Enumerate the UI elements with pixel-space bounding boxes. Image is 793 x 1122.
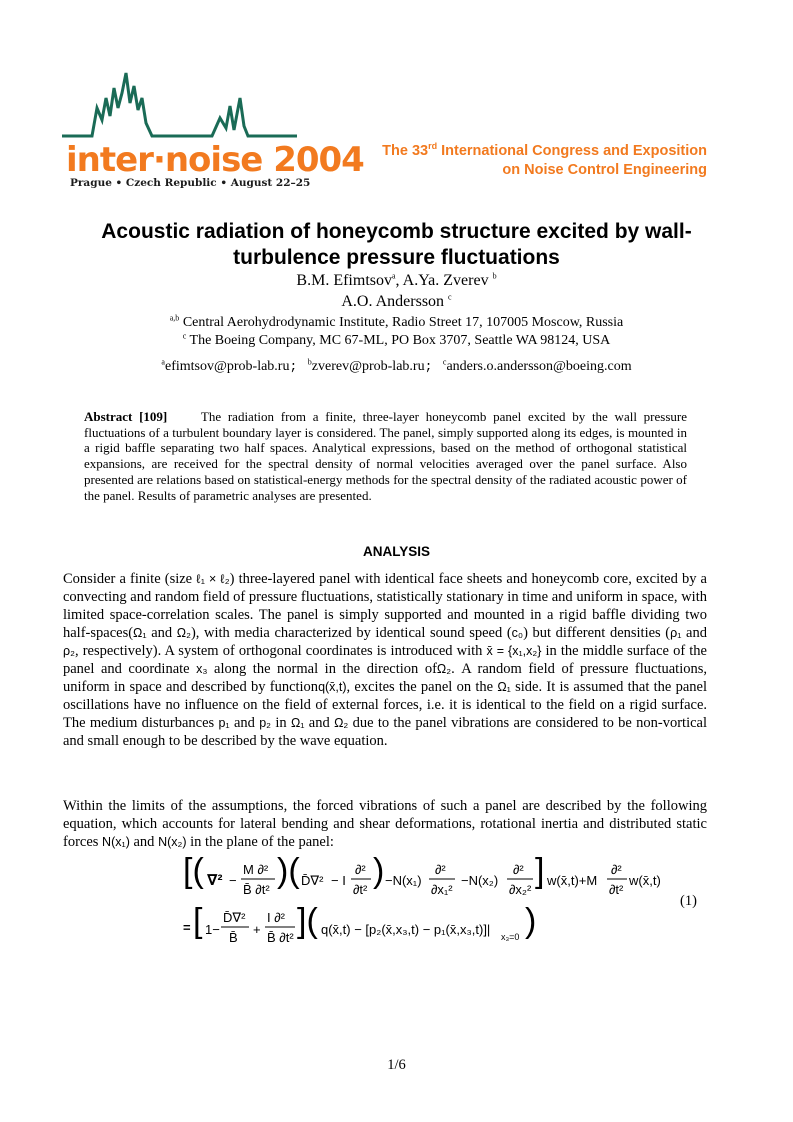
p1-a: Consider a finite (size	[63, 571, 197, 587]
c0: c₀	[511, 626, 524, 640]
email-2-sup: b	[307, 357, 312, 367]
p1-i: , excites the panel on the	[346, 679, 498, 695]
and-1: and	[146, 625, 177, 641]
conference-logo	[62, 68, 364, 196]
eq-frac1-num: M ∂²	[243, 862, 269, 877]
affiliation-2-text: The Boeing Company, MC 67-ML, PO Box 3707, Seattle WA 98124, USA	[186, 333, 611, 348]
omega-2: Ω₂	[176, 626, 191, 640]
eq-frac4-num: ∂²	[513, 862, 524, 877]
eq-plus: +	[253, 922, 261, 937]
eq-frac6-num: D̄∇²	[223, 910, 246, 925]
author-1-sup: a	[391, 271, 396, 281]
affiliation-1-sup: a,b	[169, 313, 180, 323]
congress-pre: The 33	[382, 142, 429, 159]
omega-1b: Ω₁	[497, 680, 511, 694]
p-1: p₁	[218, 716, 230, 730]
affiliation-1	[40, 315, 753, 331]
eq-frac3-den: ∂x₁²	[431, 882, 453, 897]
authors-line-2	[40, 293, 753, 311]
email-2: zverev@prob-lab.ru	[311, 359, 425, 374]
eq-frac3-num: ∂²	[435, 862, 446, 877]
p1-k: due to the panel vibrations are considered to be non-vortical and small enough to be described by the wave equation.	[63, 715, 708, 749]
eq-bracket-open-2: [	[193, 902, 203, 940]
section-heading: ANALYSIS	[362, 544, 431, 559]
page-number: 1/6	[387, 1057, 406, 1073]
eq-nx2: −N(x₂)	[461, 873, 499, 888]
x-vector: x̄ = {x₁,x₂}	[486, 644, 542, 658]
x3: x₃	[196, 662, 208, 676]
paper-title	[40, 219, 753, 271]
abstract-label: Abstract [109]	[84, 409, 168, 424]
logo-wordmark: inter·noise 2004	[66, 140, 364, 180]
author-2-sup: b	[492, 271, 497, 281]
p-2: p₂	[259, 716, 272, 730]
eq-bracket-close-2: ](	[297, 902, 318, 940]
eq-frac7-num: I ∂²	[267, 910, 285, 925]
size-expr: ℓ₁ × ℓ₂	[196, 572, 230, 586]
logo-subtitle: Prague • Czech Republic • August 22–25	[70, 177, 311, 189]
eq-frac1-den: B̄ ∂t²	[243, 882, 270, 897]
p1-h: . A random field of pressure fluctuations, uniform in space and described by function	[63, 661, 707, 695]
eq-w1: w(x̄,t)+M	[547, 873, 598, 888]
affiliation-2-sup: c	[182, 331, 187, 341]
email-1-sup: a	[161, 357, 165, 367]
author-3: A.O. Andersson	[341, 293, 445, 310]
eq-bracket-close-1: ]	[535, 852, 545, 890]
skyline-line	[62, 73, 297, 136]
email-sep-2: ;	[424, 359, 433, 374]
eq-frac5-den: ∂t²	[609, 882, 624, 897]
p2-a: Within the limits of the assumptions, the forced vibrations of such a panel are described by the following equation, which accounts for lateral bending and shear deformations, rotational inertia and distributed static forces	[63, 798, 707, 850]
eq-frac6-den: B̄	[229, 930, 238, 945]
omega-1c: Ω₁	[290, 716, 305, 730]
p2-b: in the plane of the panel:	[186, 834, 334, 850]
eq-frac5-num: ∂²	[611, 862, 622, 877]
authors-line-1	[40, 272, 753, 290]
eq-nx1: −N(x₁)	[385, 873, 422, 888]
omega-1: Ω₁	[133, 626, 147, 640]
rho-2: ρ₂	[63, 644, 75, 658]
skyline-graphic	[62, 68, 297, 148]
author-3-sup: c	[448, 292, 452, 302]
email-line	[40, 359, 753, 375]
eq-paren-close-1: )(	[277, 852, 300, 890]
email-1: efimtsov@prob-lab.ru	[164, 359, 290, 374]
congress-post: International Congress and Exposition	[437, 142, 707, 159]
abstract-text: The radiation from a finite, three-layer honeycomb panel excited by the wall pressure fluctuations of a turbulent boundary layer is considered. The panel, simply supported along its edges, is mounted in a rigid baffle separating two half spaces. Analytical expressions, based on the method of orthogonal statistical expansions, are received for the spectral density of normal velocities averaged over the panel surface. Also presented are relations based on statistical-energy methods for the spectral density of the radiated acoustic power of the panel. Results of parametric analyses are presented.	[84, 409, 687, 503]
congress-line-1	[382, 137, 707, 161]
n-x2: N(x₂)	[158, 835, 187, 849]
body-paragraph-2	[63, 797, 707, 851]
p1-g: along the normal in the direction of	[207, 661, 437, 677]
abstract	[84, 409, 687, 503]
affiliation-1-text: Central Aerohydrodynamic Institute, Radio Street 17, 107005 Moscow, Russia	[179, 315, 624, 330]
equation-number: (1)	[680, 893, 697, 909]
equation-1	[183, 852, 661, 945]
rho-1: ρ₁	[670, 626, 682, 640]
q-function: q(x̄,t)	[318, 680, 347, 694]
congress-sup: rd	[428, 141, 438, 151]
eq-frac7-den: B̄ ∂t²	[267, 930, 294, 945]
eq-nabla-1: ∇²	[207, 872, 223, 889]
eq-paren-close-2: )	[373, 852, 385, 890]
eq-bracket-open-1: [(	[183, 852, 204, 890]
eq-one-minus: 1−	[205, 922, 220, 937]
title-line-2: turbulence pressure fluctuations	[233, 246, 560, 269]
p1-f: in the middle surface of the panel and coordinate	[63, 643, 707, 677]
p1-e: , respectively). A system of orthogonal coordinates is introduced with	[74, 643, 487, 659]
eq-w2: w(x̄,t)	[629, 873, 661, 888]
eq-paren-close-3: )	[525, 902, 537, 940]
email-sep-1: ;	[289, 359, 298, 374]
p1-b: ) three-layered panel with identical face sheets and honeycomb core, excited by a convecting and random field of pressure fluctuations, statistically stationary in time and uniform in space, with limited space-correlation scales. The panel is simply supported and mounted in a rigid baffle dividing two half-spaces(	[63, 571, 707, 641]
and-4: and	[304, 715, 335, 731]
n-x1: N(x₁)	[102, 835, 130, 849]
congress-line-2: on Noise Control Engineering	[502, 161, 707, 178]
and-2: and	[681, 625, 707, 641]
eq-frac2-den: ∂t²	[353, 882, 368, 897]
congress-title	[382, 137, 707, 180]
eq-frac4-den: ∂x₂²	[509, 882, 532, 897]
email-3: anders.o.andersson@boeing.com	[446, 359, 632, 374]
eq-minus-2: − I	[331, 873, 346, 888]
eq-minus-1: −	[229, 873, 237, 888]
p1-d: ) but different densities (	[523, 625, 671, 641]
eq-rhs: q(x̄,t) − [p₂(x̄,x₃,t) − p₁(x̄,x₃,t)]|	[321, 922, 491, 937]
and-5: and	[129, 834, 159, 850]
eq-dbar: D̄∇²	[301, 873, 324, 888]
and-3: and	[229, 715, 260, 731]
eq-eval-sub: x₃=0	[501, 932, 520, 942]
eq-equals: =	[183, 920, 191, 935]
author-2: , A.Ya. Zverev	[395, 272, 489, 289]
title-line-1: Acoustic radiation of honeycomb structure excited by wall-	[101, 220, 692, 243]
p1-j: side. It is assumed that the panel oscillations have no influence on the field of external forces, i.e. it is identical to the field on a rigid surface. The medium disturbances	[63, 679, 707, 731]
eq-frac2-num: ∂²	[355, 862, 366, 877]
p1-c: ), with media characterized by identical sound speed (	[190, 625, 512, 641]
omega-2c: Ω₂	[334, 716, 349, 730]
email-3-sup: c	[442, 357, 447, 367]
author-1: B.M. Efimtsov	[296, 272, 392, 289]
body-paragraph-1	[63, 570, 707, 750]
in-1: in	[271, 715, 291, 731]
affiliation-2	[40, 333, 753, 349]
omega-2b: Ω₂	[436, 662, 452, 676]
